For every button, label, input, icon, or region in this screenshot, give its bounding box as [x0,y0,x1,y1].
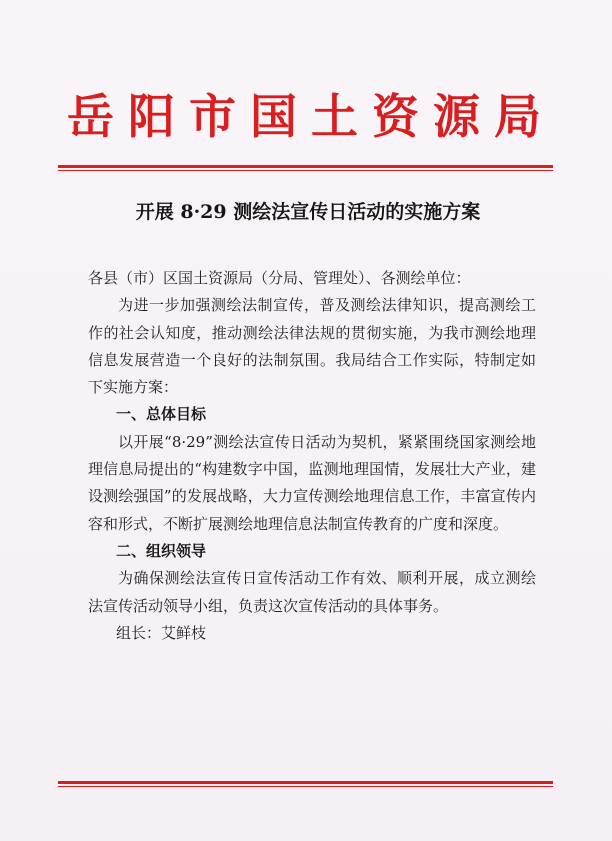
document-body [88,265,536,647]
agency-masthead: 岳阳市国土资源局 [67,90,555,145]
footer-rule-thin [58,786,553,787]
document-title: 开展 8·29 测绘法宣传日活动的实施方案 [135,201,481,223]
leadership-paragraph: 为确保测绘法宣传日宣传活动工作有效、顺利开展，成立测绘法宣传活动领导小组，负责这次宣传活动的具体事务。 [88,569,536,615]
section-heading-goals: 一、总体目标 [116,405,207,424]
group-leader-line: 组长：艾鲜枝 [116,623,207,642]
goals-paragraph: 以开展“8·29”测绘法宣传日活动为契机，紧紧围绕国家测绘地理信息局提出的“构建数字中国，监测地理国情，发展壮大产业，建设测绘强国”的发展战略，大力宣传测绘地理信息工作，丰富宣传内容和形式，不断扩展测绘地理信息法制宣传教育的广度和深度。 [88,432,536,533]
masthead-rule-thin [58,170,553,171]
section-heading-leadership: 二、组织领导 [116,541,207,560]
intro-paragraph: 为进一步加强测绘法制宣传，普及测绘法律知识，提高测绘工作的社会认知度，推动测绘法律法规的贯彻实施，为我市测绘地理信息发展营造一个良好的法制氛围。我局结合工作实际，特制定如下实施方案： [88,296,536,397]
footer-rule-thick [58,781,553,784]
salutation: 各县（市）区国土资源局（分局、管理处）、各测绘单位： [88,269,471,287]
masthead-rule-thick [58,165,553,168]
